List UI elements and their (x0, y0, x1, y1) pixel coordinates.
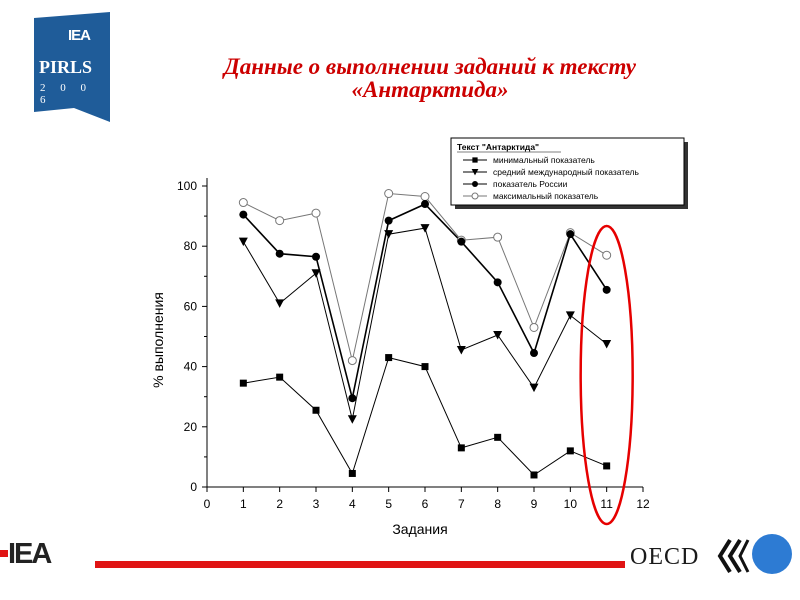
x-tick-label: 2 (276, 497, 284, 511)
series-line-4 (243, 194, 606, 361)
x-tick-label: 6 (421, 497, 429, 511)
data-point-series-2 (566, 311, 575, 320)
x-axis-label: Задания (392, 521, 448, 537)
data-point-series-3 (312, 253, 320, 261)
data-point-series-1 (458, 444, 465, 451)
y-tick-label: 80 (183, 239, 197, 254)
data-point-series-4 (530, 323, 538, 331)
y-tick-label: 0 (190, 480, 197, 494)
legend-title: Текст "Антарктида" (457, 142, 540, 152)
data-point-series-1 (349, 470, 356, 477)
x-tick-label: 5 (385, 497, 393, 511)
x-tick-label: 0 (203, 497, 211, 511)
data-point-series-2 (602, 340, 611, 349)
data-point-series-1 (494, 434, 501, 441)
y-tick-label: 100 (176, 179, 197, 193)
oecd-globe-icon (752, 534, 792, 574)
y-tick-label: 20 (183, 419, 197, 434)
slide-title-line2: «Антарктида» (351, 77, 509, 102)
y-tick-label: 60 (183, 299, 197, 314)
x-tick-label: 3 (312, 497, 320, 511)
highlight-ellipse-task-11 (581, 226, 633, 524)
legend-label-2: средний международный показатель (493, 167, 639, 177)
oecd-chevrons-icon (716, 538, 750, 579)
series-line-2 (243, 228, 606, 419)
data-point-series-4 (239, 199, 247, 207)
data-point-series-3 (421, 200, 429, 208)
data-point-series-3 (276, 250, 284, 258)
data-point-series-2 (239, 238, 248, 247)
data-point-series-1 (276, 374, 283, 381)
x-tick-label: 1 (239, 497, 247, 511)
data-point-series-4 (421, 193, 429, 201)
footer-red-stripe-left (0, 550, 8, 557)
legend-marker-4 (472, 193, 478, 199)
x-tick-label: 7 (457, 497, 465, 511)
data-point-series-1 (240, 380, 247, 387)
y-axis-label: % выполнения (150, 292, 166, 388)
data-point-series-3 (494, 278, 502, 286)
slide-title-line1: Данные о выполнении заданий к тексту (224, 54, 636, 79)
data-point-series-3 (385, 217, 393, 225)
legend-marker-1 (472, 157, 477, 162)
data-point-series-4 (494, 233, 502, 241)
data-point-series-3 (566, 230, 574, 238)
x-tick-label: 11 (600, 497, 613, 511)
data-point-series-4 (348, 357, 356, 365)
x-tick-label: 10 (563, 497, 578, 511)
oecd-logo-text: OECD (630, 544, 700, 570)
data-point-series-3 (239, 211, 247, 219)
series-line-1 (243, 358, 606, 475)
x-tick-label: 8 (494, 497, 502, 511)
legend-label-4: максимальный показатель (493, 191, 599, 201)
data-point-series-1 (385, 354, 392, 361)
data-point-series-4 (385, 190, 393, 198)
data-point-series-2 (275, 299, 284, 308)
pirls-wordmark: PIRLS (39, 57, 93, 77)
x-tick-label: 12 (636, 497, 650, 511)
data-point-series-1 (531, 471, 538, 478)
data-point-series-4 (276, 217, 284, 225)
data-point-series-2 (493, 331, 502, 340)
x-tick-label: 9 (530, 497, 538, 511)
data-point-series-3 (530, 349, 538, 357)
data-point-series-2 (457, 346, 466, 355)
data-point-series-4 (312, 209, 320, 217)
data-point-series-2 (348, 415, 357, 424)
pirls-iea-mark: IEA (68, 27, 91, 44)
footer-iea-logo: IEA (8, 538, 51, 570)
legend-label-1: минимальный показатель (493, 155, 595, 165)
data-point-series-4 (603, 251, 611, 259)
data-point-series-3 (348, 394, 356, 402)
pirls-year: 2 0 0 6 (40, 82, 92, 106)
data-point-series-1 (603, 462, 610, 469)
data-point-series-3 (603, 286, 611, 294)
x-tick-label: 4 (348, 497, 356, 511)
data-point-series-1 (567, 447, 574, 454)
y-tick-label: 40 (183, 359, 197, 374)
legend-label-3: показатель России (493, 179, 568, 189)
footer-red-line (95, 561, 625, 568)
data-point-series-3 (457, 238, 465, 246)
legend-marker-3 (472, 181, 478, 187)
data-point-series-1 (422, 363, 429, 370)
data-point-series-1 (313, 407, 320, 414)
data-point-series-2 (530, 384, 539, 393)
